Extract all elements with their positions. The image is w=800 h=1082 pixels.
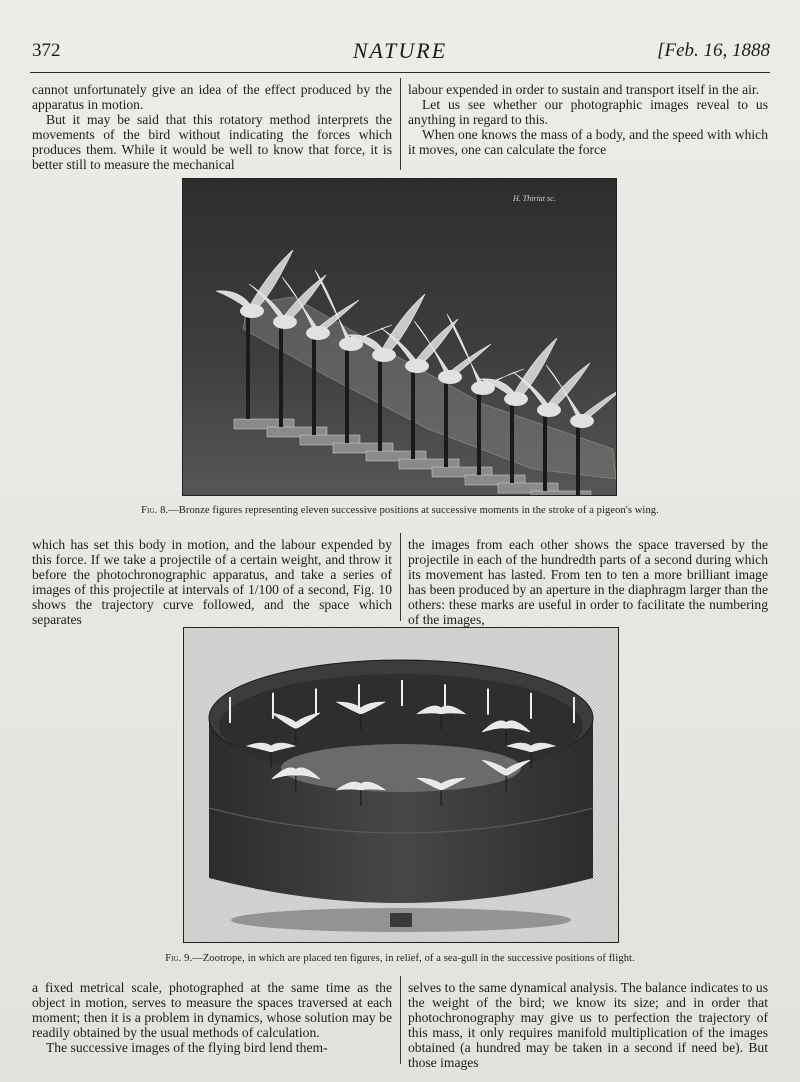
paragraph: selves to the same dynamical analysis. The balance indicates to us the weight of the bird; we know its size; and in order that photochronography may give us to perfection the trajectory of this mass, it only requires manifold multiplication of the images obtained (a hundred may be taken in a second if need be). But those images (408, 980, 768, 1070)
paragraph: Let us see whether our photographic images reveal to us anything in regard to this. (408, 97, 768, 127)
plinth (531, 491, 591, 495)
svg-text:H. Thiriat sc.: H. Thiriat sc. (513, 194, 556, 203)
text-column-right-1 (408, 82, 768, 157)
text-column-right-2 (408, 537, 768, 627)
paragraph: cannot unfortunately give an idea of the effect produced by the apparatus in motion. (32, 82, 392, 112)
page-number: 372 (32, 40, 61, 61)
paragraph: a fixed metrical scale, photographed at the same time as the object in motion, serves to measure the spaces traversed at each moment; then it is a problem in dynamics, whose solution may be readily obtained by the usual methods of calculation. (32, 980, 392, 1040)
text-column-right-3 (408, 980, 768, 1070)
column-rule (400, 533, 401, 621)
figure-8-caption: Fig. 8.—Bronze figures representing eleven successive positions at successive moments in the stroke of a pigeon's wing. (141, 505, 659, 516)
column-rule (400, 976, 401, 1064)
paragraph: The successive images of the flying bird lend them- (46, 1040, 328, 1055)
page-header (30, 38, 770, 73)
journal-title: NATURE (352, 38, 448, 63)
column-rule (400, 78, 401, 170)
paragraph: labour expended in order to sustain and transport itself in the air. (408, 82, 760, 97)
paragraph: But it may be said that this rotatory method interprets the movements of the bird without indicating the forces which produces them. While it would be well to know that force, it is better still to measure the mechanical (32, 112, 392, 172)
figure-8-engraving (182, 178, 617, 496)
issue-date: [Feb. 16, 1888 (657, 40, 770, 61)
paragraph: When one knows the mass of a body, and the speed with which it moves, one can calculate the force (408, 127, 768, 157)
svg-text:H. Thiriat sc.: H. Thiriat sc. (204, 921, 247, 930)
paragraph: which has set this body in motion, and the labour expended by this force. If we take a projectile of a certain weight, and throw it before the photochronographic apparatus, and take a series of images of this projectile at intervals of 1/100 of a second, Fig. 10 shows the trajectory curve followed, and the space which separates (32, 537, 392, 627)
text-column-left-1 (32, 82, 392, 172)
text-column-left-2 (32, 537, 392, 627)
figure-9-engraving (183, 627, 619, 943)
figure-9-caption: Fig. 9.—Zootrope, in which are placed ten figures, in relief, of a sea-gull in the successive positions of flight. (165, 953, 635, 964)
text-column-left-3 (32, 980, 392, 1055)
paragraph: the images from each other shows the space traversed by the projectile in each of the hundredth parts of a second during which its movement has lasted. From ten to ten a more brilliant image has been produced by an aperture in the diaphragm larger than the others: these marks are useful in order to facilitate the numbering of the images, (408, 537, 768, 627)
